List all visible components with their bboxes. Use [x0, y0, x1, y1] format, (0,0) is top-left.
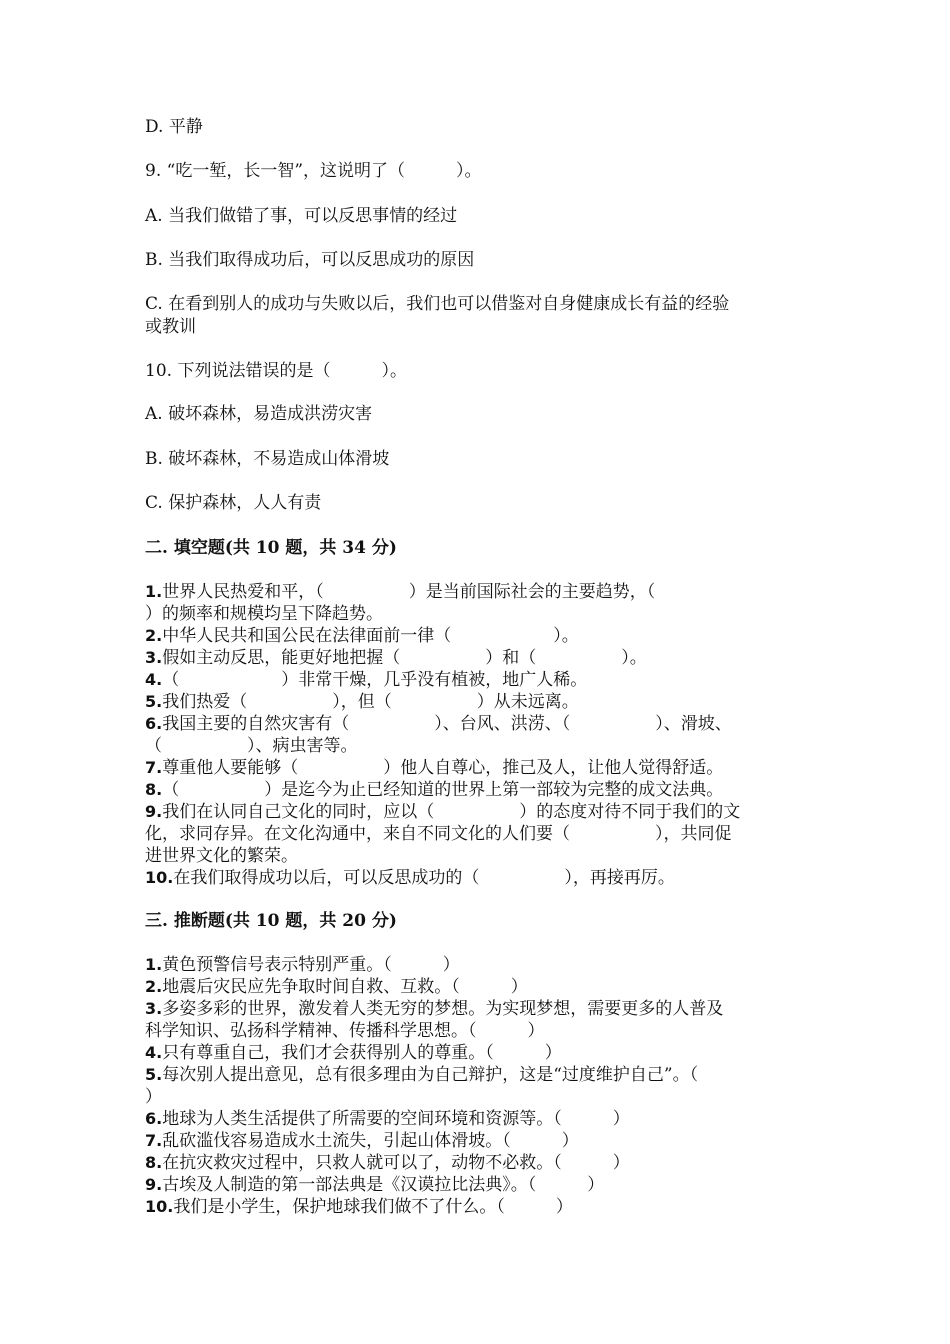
judge-line: [145, 1086, 162, 1108]
fill-line: [145, 845, 298, 867]
judge-text: 地震后灾民应先争取时间自救、互救。（ ）: [162, 977, 528, 997]
judge-text: 地球为人类生活提供了所需要的空间环境和资源等。（ ）: [162, 1109, 630, 1129]
judge-number: 10.: [145, 1197, 174, 1216]
fill-text: 中华人民共和国公民在法律面前一律（ ）。: [162, 626, 579, 646]
fill-line: [145, 801, 740, 823]
judge-line: [145, 954, 460, 976]
fill-number: 5.: [145, 692, 163, 711]
judge-line: [145, 1196, 573, 1218]
fill-text: （ ）非常干燥，几乎没有植被，地广人稀。: [162, 670, 588, 690]
judge-number: 3.: [145, 999, 163, 1018]
judge-line: [145, 1152, 630, 1174]
fill-text: 我们在认同自己文化的同时，应以（ ）的态度对待不同于我们的文: [162, 802, 741, 822]
judge-text: ）: [145, 1087, 162, 1107]
fill-line: [145, 647, 647, 669]
judge-line: [145, 1108, 630, 1130]
fill-number: 4.: [145, 670, 163, 689]
fill-text: 假如主动反思，能更好地把握（ ）和（ ）。: [162, 648, 647, 668]
fill-number: 1.: [145, 582, 163, 601]
q9-option-c: C. 在看到别人的成功与失败以后，我们也可以借鉴对自身健康成长有益的经验: [145, 294, 730, 314]
fill-text: 进世界文化的繁荣。: [145, 846, 298, 866]
fill-text: 尊重他人要能够（ ）他人自尊心，推己及人，让他人觉得舒适。: [162, 758, 724, 778]
q9-option-b: B. 当我们取得成功后，可以反思成功的原因: [145, 250, 475, 270]
judge-line: [145, 1130, 579, 1152]
judge-line: [145, 1174, 604, 1196]
judge-number: 9.: [145, 1175, 163, 1194]
judge-number: 6.: [145, 1109, 163, 1128]
section3-heading: 三. 推断题(共 10 题，共 20 分): [145, 911, 397, 931]
q10-option-b: B. 破坏森林，不易造成山体滑坡: [145, 449, 390, 469]
judge-text: 乱砍滥伐容易造成水土流失，引起山体滑坡。（ ）: [162, 1131, 579, 1151]
q9-stem: 9. “吃一堑，长一智”，这说明了（ ）。: [145, 161, 482, 181]
fill-line: [145, 823, 732, 845]
fill-number: 9.: [145, 802, 163, 821]
fill-line: [145, 581, 655, 603]
fill-number: 8.: [145, 780, 163, 799]
fill-number: 2.: [145, 626, 163, 645]
fill-line: [145, 691, 579, 713]
fill-line: [145, 603, 383, 625]
judge-line: [145, 1064, 698, 1086]
fill-text: （ ）是迄今为止已经知道的世界上第一部较为完整的成文法典。: [162, 780, 724, 800]
fill-line: [145, 713, 732, 735]
judge-text: 我们是小学生，保护地球我们做不了什么。（ ）: [173, 1197, 573, 1217]
fill-number: 6.: [145, 714, 163, 733]
judge-text: 黄色预警信号表示特别严重。（ ）: [162, 955, 460, 975]
judge-line: [145, 1020, 545, 1042]
q8-option-d: D. 平静: [145, 117, 203, 137]
fill-text: 我国主要的自然灾害有（ ）、台风、洪涝、（ ）、滑坡、: [162, 714, 732, 734]
judge-text: 只有尊重自己，我们才会获得别人的尊重。（ ）: [162, 1043, 562, 1063]
fill-line: [145, 779, 723, 801]
q10-option-a: A. 破坏森林，易造成洪涝灾害: [145, 404, 373, 424]
judge-text: 每次别人提出意见，总有很多理由为自己辩护，这是“过度维护自己”。（: [162, 1065, 699, 1085]
judge-line: [145, 1042, 562, 1064]
fill-number: 10.: [145, 868, 174, 887]
fill-text: 世界人民热爱和平，（ ）是当前国际社会的主要趋势，（: [162, 582, 656, 602]
judge-number: 5.: [145, 1065, 163, 1084]
fill-number: 7.: [145, 758, 163, 777]
judge-number: 4.: [145, 1043, 163, 1062]
judge-number: 2.: [145, 977, 163, 996]
q10-stem: 10. 下列说法错误的是（ ）。: [145, 361, 407, 381]
judge-text: 科学知识、弘扬科学精神、传播科学思想。（ ）: [145, 1021, 545, 1041]
fill-line: [145, 669, 587, 691]
judge-text: 古埃及人制造的第一部法典是《汉谟拉比法典》。（ ）: [162, 1175, 605, 1195]
fill-line: [145, 735, 358, 757]
q10-option-c: C. 保护森林，人人有责: [145, 493, 322, 513]
q9-option-c-cont: 或教训: [145, 317, 196, 337]
fill-text: 在我们取得成功以后，可以反思成功的（ ），再接再厉。: [173, 868, 675, 888]
judge-text: 在抗灾救灾过程中，只救人就可以了，动物不必救。（ ）: [162, 1153, 630, 1173]
fill-text: （ ）、病虫害等。: [145, 736, 358, 756]
fill-number: 3.: [145, 648, 163, 667]
fill-text: ）的频率和规模均呈下降趋势。: [145, 604, 383, 624]
judge-text: 多姿多彩的世界，激发着人类无穷的梦想。为实现梦想，需要更多的人普及: [162, 999, 724, 1019]
fill-text: 我们热爱（ ），但（ ）从未远离。: [162, 692, 579, 712]
judge-number: 8.: [145, 1153, 163, 1172]
q9-option-a: A. 当我们做错了事，可以反思事情的经过: [145, 206, 458, 226]
judge-number: 7.: [145, 1131, 163, 1150]
section2-heading: 二. 填空题(共 10 题，共 34 分): [145, 538, 397, 558]
judge-line: [145, 998, 723, 1020]
fill-line: [145, 867, 675, 889]
fill-line: [145, 625, 579, 647]
judge-number: 1.: [145, 955, 163, 974]
judge-line: [145, 976, 528, 998]
fill-text: 化，求同存异。在文化沟通中，来自不同文化的人们要（ ），共同促: [145, 824, 732, 844]
fill-line: [145, 757, 723, 779]
